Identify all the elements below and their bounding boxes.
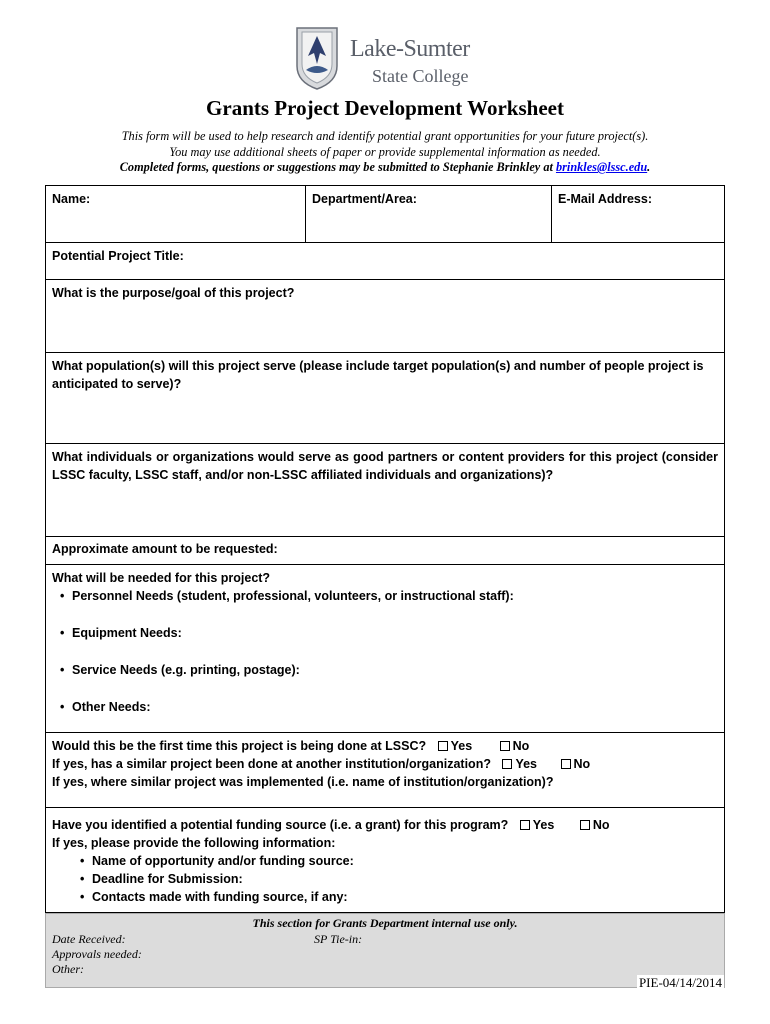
yes-label: Yes — [450, 739, 473, 753]
implemented-where-question: If yes, where similar project was implemented (i.e. name of institution/organization)? — [52, 775, 554, 789]
contact-row — [46, 186, 724, 243]
needs-item-label: Service Needs (e.g. printing, postage): — [72, 663, 300, 677]
form-code: PIE-04/14/2014 — [638, 975, 722, 990]
first-time-section — [46, 733, 724, 808]
bullet-icon: • — [80, 890, 85, 904]
checkbox-no[interactable] — [561, 759, 571, 769]
population-label: What population(s) will this project serve (please include target population(s) and number of people project is anticipated to serve)? — [52, 359, 704, 391]
intro-line-3-prefix: Completed forms, questions or suggestions may be submitted to Stephanie Brinkley at — [119, 160, 556, 174]
checkbox-yes[interactable] — [438, 741, 448, 751]
intro-text — [0, 129, 770, 176]
population-field[interactable] — [46, 353, 724, 444]
sp-tie-in-label: SP Tie-in: — [314, 932, 363, 946]
amount-label: Approximate amount to be requested: — [52, 542, 278, 556]
needs-item-label: Other Needs: — [72, 700, 151, 714]
college-logo — [290, 26, 490, 96]
checkbox-yes[interactable] — [502, 759, 512, 769]
funding-item-deadline[interactable] — [72, 870, 718, 888]
no-label: No — [592, 818, 610, 832]
checkbox-yes[interactable] — [520, 820, 530, 830]
department-field[interactable] — [305, 186, 551, 242]
department-label: Department/Area: — [312, 192, 417, 206]
checkbox-no[interactable] — [580, 820, 590, 830]
partners-field[interactable] — [46, 444, 724, 537]
logo-text-line1: Lake-Sumter — [350, 36, 470, 62]
purpose-field[interactable] — [46, 280, 724, 353]
name-field[interactable] — [46, 186, 305, 242]
needs-item-label: Equipment Needs: — [72, 626, 182, 640]
email-field[interactable] — [551, 186, 724, 242]
project-title-label: Potential Project Title: — [52, 249, 184, 263]
funding-question — [52, 816, 718, 834]
other-label: Other: — [52, 962, 84, 976]
no-label: No — [512, 739, 530, 753]
email-link[interactable]: brinkles@lssc.edu — [555, 160, 648, 174]
approvals-needed-label: Approvals needed: — [52, 947, 142, 961]
funding-q1-label: Have you identified a potential funding source (i.e. a grant) for this program? — [52, 818, 509, 832]
page-title: Grants Project Development Worksheet — [206, 96, 564, 120]
funding-info-heading: If yes, please provide the following information: — [52, 836, 336, 850]
intro-line-2: You may use additional sheets of paper or provide supplemental information as needed. — [169, 144, 601, 159]
funding-item-label: Contacts made with funding source, if any: — [92, 890, 348, 904]
yes-label: Yes — [532, 818, 555, 832]
checkbox-no[interactable] — [500, 741, 510, 751]
bullet-icon: • — [60, 626, 65, 640]
needs-item-personnel[interactable] — [52, 587, 718, 605]
needs-section — [46, 565, 724, 733]
bullet-icon: • — [60, 700, 65, 714]
project-title-field[interactable] — [46, 243, 724, 280]
needs-heading: What will be needed for this project? — [52, 571, 271, 585]
partners-label: What individuals or organizations would serve as good partners or content providers for this project (consider LSSC faculty, LSSC staff, and/or non-LSSC affiliated individuals and organizations)? — [52, 450, 718, 482]
yes-label: Yes — [515, 757, 538, 771]
purpose-label: What is the purpose/goal of this project? — [52, 286, 295, 300]
similar-project-question — [52, 755, 718, 773]
funding-item-label: Deadline for Submission: — [92, 872, 243, 886]
intro-line-3 — [0, 160, 770, 176]
worksheet-form — [45, 185, 725, 913]
needs-item-equipment[interactable] — [52, 624, 718, 642]
bullet-icon: • — [80, 872, 85, 886]
bullet-icon: • — [60, 663, 65, 677]
first-time-q1-label: Would this be the first time this project is being done at LSSC? — [52, 739, 427, 753]
needs-item-service[interactable] — [52, 661, 718, 679]
internal-use-section — [45, 913, 725, 988]
similar-project-q-label: If yes, has a similar project been done at another institution/organization? — [52, 757, 491, 771]
no-label: No — [573, 757, 591, 771]
shield-logo-icon — [294, 26, 340, 90]
intro-line-1: This form will be used to help research and identify potential grant opportunities for your future project(s). — [121, 129, 649, 143]
first-time-question — [52, 737, 718, 755]
funding-item-contacts[interactable] — [72, 888, 718, 906]
internal-use-header: This section for Grants Department internal use only. — [252, 916, 518, 930]
bullet-icon: • — [60, 589, 65, 603]
date-received-label: Date Received: — [52, 932, 126, 946]
email-label: E-Mail Address: — [558, 192, 653, 206]
needs-item-other[interactable] — [52, 698, 718, 716]
funding-list — [72, 852, 718, 906]
funding-item-name[interactable] — [72, 852, 718, 870]
intro-line-3-suffix: . — [647, 160, 651, 174]
logo-text-line2: State College — [372, 66, 469, 86]
funding-item-label: Name of opportunity and/or funding source: — [92, 854, 354, 868]
bullet-icon: • — [80, 854, 85, 868]
needs-list — [52, 587, 718, 716]
needs-item-label: Personnel Needs (student, professional, volunteers, or instructional staff): — [72, 589, 514, 603]
name-label: Name: — [52, 192, 91, 206]
funding-section — [46, 808, 724, 912]
amount-field[interactable] — [46, 537, 724, 565]
